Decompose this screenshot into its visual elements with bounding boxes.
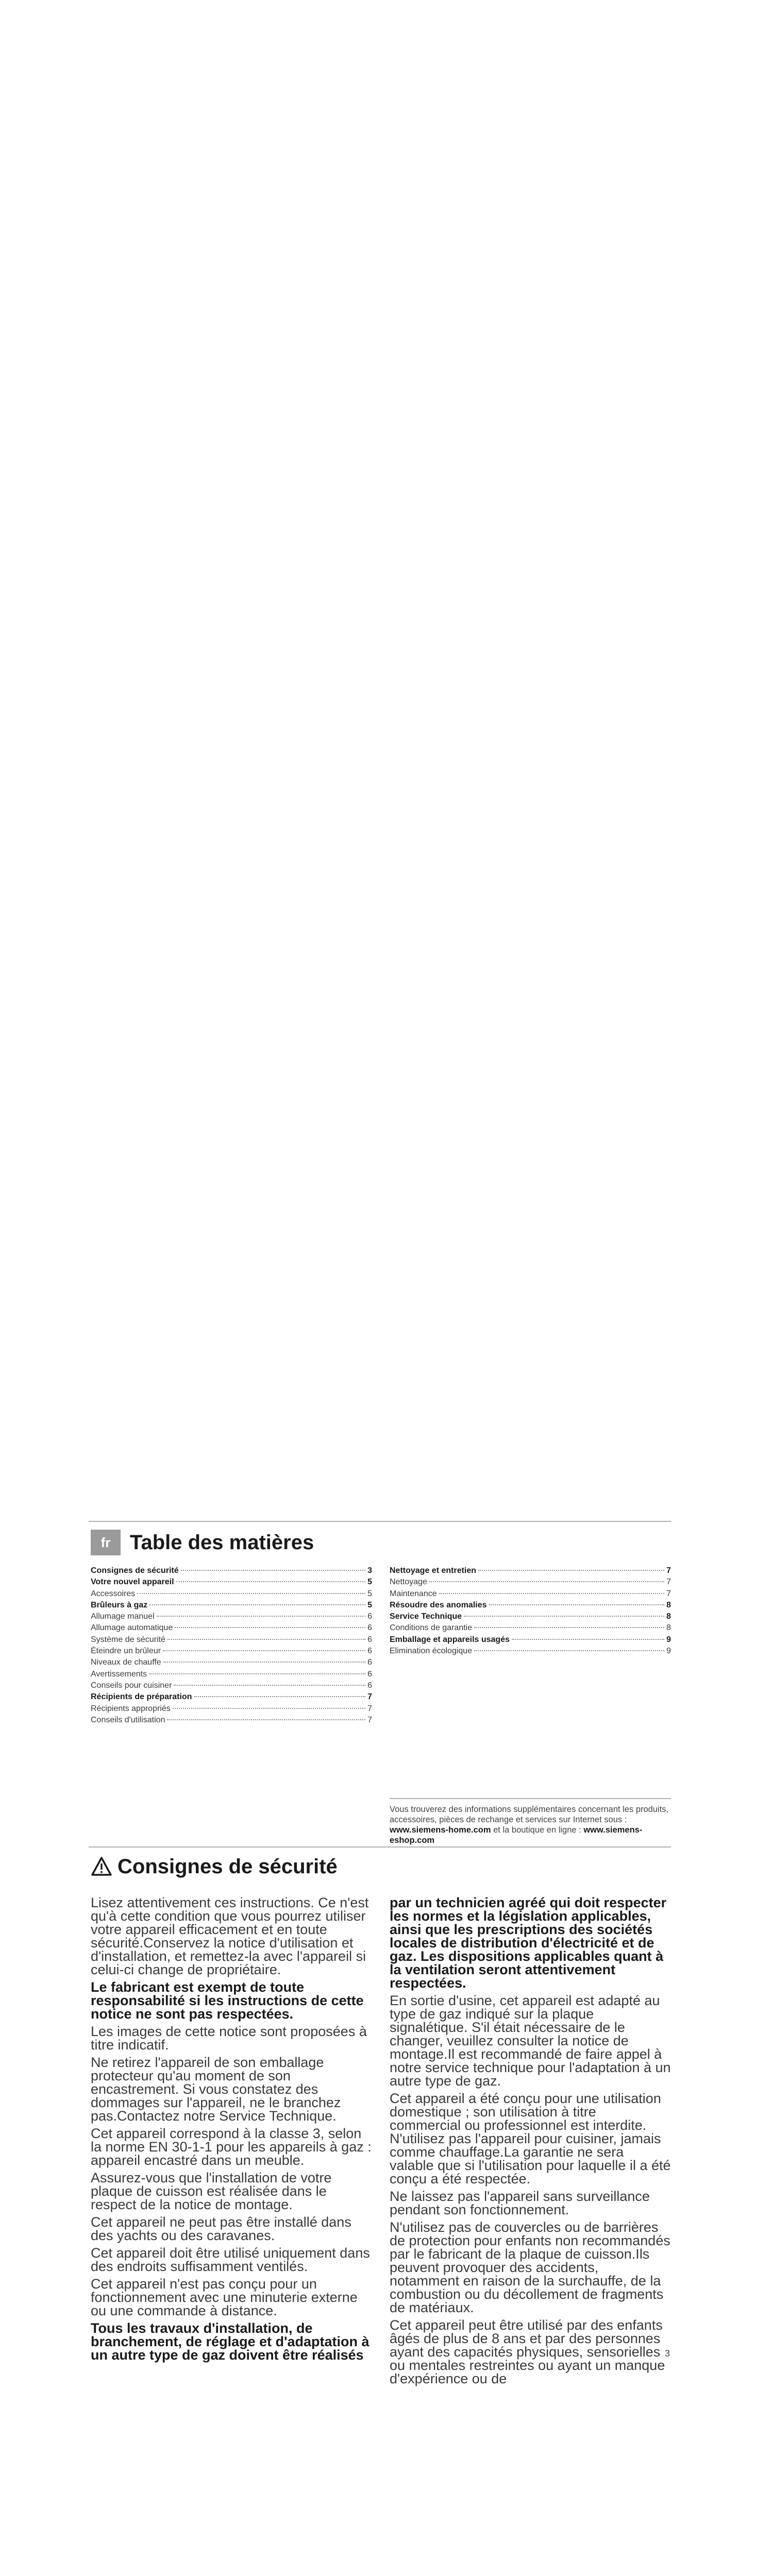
- toc-entry-label: Conditions de garantie: [390, 1623, 473, 1633]
- toc-entry-label: Emballage et appareils usagés: [390, 1635, 510, 1644]
- toc-entry[interactable]: [390, 1635, 671, 1647]
- toc-entry-label: Allumage manuel: [91, 1612, 155, 1621]
- safety-paragraph: Cet appareil doit être utilisé uniquement dans des endroits suffisamment ventilés.: [91, 2245, 370, 2274]
- toc-entry-label: Conseils pour cuisiner: [91, 1681, 172, 1690]
- toc-entry-page: 8: [666, 1612, 671, 1621]
- toc-entry[interactable]: [91, 1566, 372, 1578]
- toc-entry-label: Consignes de sécurité: [91, 1566, 179, 1575]
- safety-right-column: [390, 1896, 671, 2389]
- toc-entry[interactable]: [91, 1601, 372, 1612]
- toc-leader-dots: [173, 1708, 365, 1709]
- toc-entry-page: 7: [666, 1566, 671, 1575]
- toc-leader-dots: [512, 1639, 664, 1640]
- safety-header: [91, 1853, 338, 1880]
- safety-paragraph: Cet appareil ne peut pas être installé dans des yachts ou des caravanes.: [91, 2214, 351, 2243]
- toc-entry-label: Votre nouvel appareil: [91, 1578, 174, 1587]
- toc-leader-dots: [157, 1616, 365, 1617]
- toc-leader-dots: [474, 1627, 664, 1628]
- toc-leader-dots: [137, 1593, 365, 1594]
- toc-entry-label: Brûleurs à gaz: [91, 1600, 148, 1609]
- toc-leader-dots: [181, 1570, 365, 1571]
- note-text-1: Vous trouverez des informations supplémentaires concernant les produits, accessoires, pièces de rechange et services sur Internet sous :: [390, 1805, 669, 1824]
- toc-entry-label: Résoudre des anomalies: [390, 1600, 487, 1609]
- toc-entry-label: Récipients appropriés: [91, 1704, 171, 1713]
- toc-entry[interactable]: [91, 1716, 372, 1727]
- page-number: 3: [664, 2348, 670, 2359]
- toc-entry[interactable]: [390, 1612, 671, 1623]
- toc-leader-dots: [429, 1581, 664, 1582]
- toc-entry-page: 7: [367, 1704, 372, 1713]
- toc-entry-page: 8: [666, 1623, 671, 1633]
- toc-entry-page: 8: [666, 1600, 671, 1609]
- toc-entry[interactable]: [91, 1623, 372, 1635]
- toc-entry-label: Conseils d'utilisation: [91, 1715, 165, 1724]
- note-link-siemens-eshop[interactable]: www.siemens-eshop.com: [390, 1825, 643, 1845]
- toc-leader-dots: [174, 1685, 365, 1686]
- toc-entry-page: 6: [367, 1669, 372, 1679]
- toc-leader-dots: [194, 1696, 366, 1697]
- toc-entry-label: Système de sécurité: [91, 1635, 165, 1644]
- toc-leader-dots: [149, 1673, 365, 1674]
- toc-leader-dots: [478, 1570, 664, 1571]
- toc-entry-page: 5: [367, 1600, 372, 1609]
- safety-paragraph: Tous les travaux d'installation, de branchement, de réglage et d'adaptation à un autre type de gaz doivent être réalisés: [91, 2320, 369, 2363]
- toc-leader-dots: [163, 1650, 365, 1651]
- toc-entry[interactable]: [91, 1692, 372, 1704]
- note-link-siemens-home[interactable]: www.siemens-home.com: [390, 1825, 491, 1835]
- toc-entry-label: Nettoyage: [390, 1578, 427, 1587]
- toc-leader-dots: [167, 1639, 365, 1640]
- safety-paragraph: Ne retirez l'appareil de son emballage protecteur qu'au moment de son encastrement. Si vous constatez des dommages sur l'appareil, ne le branchez pas.Contactez notre Service Technique.: [91, 2055, 341, 2124]
- online-info-note: [390, 1804, 671, 1845]
- note-rule: [390, 1798, 671, 1799]
- safety-paragraph: Cet appareil a été conçu pour une utilisation domestique ; son utilisation à titre commercial ou professionnel est interdite. N'utilisez pas l'appareil pour cuisiner, jamais comme chauffage.La garantie ne sera valable que si l'utilisation pour laquelle il a été conçu a été respectée.: [390, 2091, 671, 2187]
- section-top-rule: [89, 1846, 671, 1848]
- toc-entry-label: Niveaux de chauffe: [91, 1658, 161, 1667]
- toc-entry-page: 7: [367, 1692, 372, 1702]
- safety-paragraph: par un technicien agréé qui doit respecter les normes et la législation applicables, ainsi que les prescriptions des sociétés locales de distribution d'électricité et de gaz. Les dispositions applicables quant à la ventilation seront attentivement respectées.: [390, 1895, 667, 1991]
- note-text-2: et la boutique en ligne :: [491, 1825, 584, 1835]
- toc-header: [91, 1529, 314, 1556]
- toc-leader-dots: [167, 1719, 365, 1720]
- toc-leader-dots: [464, 1616, 664, 1617]
- toc-entry-label: Elimination écologique: [390, 1647, 473, 1656]
- toc-entry-page: 5: [367, 1589, 372, 1598]
- toc-entry-label: Accessoires: [91, 1589, 136, 1598]
- toc-entry-label: Maintenance: [390, 1589, 437, 1598]
- safety-title: Consignes de sécurité: [117, 1855, 338, 1878]
- safety-paragraph: Assurez-vous que l'installation de votre plaque de cuisson est réalisée dans le respect de la notice de montage.: [91, 2170, 332, 2212]
- warning-triangle-icon: [91, 1856, 112, 1877]
- safety-paragraph: N'utilisez pas de couvercles ou de barrières de protection pour enfants non recommandés par le fabricant de la plaque de cuisson.Ils peuvent provoquer des accidents, notamment en raison de la surchauffe, de la combustion ou du décollement de fragments de matériaux.: [390, 2219, 670, 2315]
- toc-entry-page: 6: [367, 1612, 372, 1621]
- toc-leader-dots: [175, 1627, 365, 1628]
- toc-title: Table des matières: [130, 1531, 314, 1554]
- safety-paragraph: Lisez attentivement ces instructions. Ce n'est qu'à cette condition que vous pourrez utiliser votre appareil efficacement et en toute sécurité.Conservez la notice d'utilisation et d'installation, et remettez-la avec l'appareil si celui-ci change de propriétaire.: [91, 1895, 369, 1977]
- safety-paragraph: Les images de cette notice sont proposées à titre indicatif.: [91, 2024, 367, 2053]
- toc-entry[interactable]: [390, 1647, 671, 1658]
- toc-entry-page: 9: [666, 1647, 671, 1656]
- safety-paragraph: En sortie d'usine, cet appareil est adapté au type de gaz indiqué sur la plaque signalétique. S'il était nécessaire de le changer, veuillez consulter la notice de montage.Il est recommandé de faire appel à notre service technique pour l'adaptation à un autre type de gaz.: [390, 1993, 671, 2089]
- toc-leader-dots: [163, 1662, 365, 1663]
- toc-leader-dots: [489, 1604, 665, 1605]
- toc-entry[interactable]: [91, 1612, 372, 1623]
- toc-entry-page: 6: [367, 1658, 372, 1667]
- toc-leader-dots: [149, 1604, 365, 1605]
- toc-entry-page: 6: [367, 1635, 372, 1644]
- safety-paragraph: Le fabricant est exempt de toute responsabilité si les instructions de cette notice ne sont pas respectées.: [91, 1979, 364, 2022]
- toc-entry-label: Récipients de préparation: [91, 1692, 192, 1702]
- toc-leader-dots: [474, 1650, 664, 1651]
- safety-paragraph: Cet appareil n'est pas conçu pour un fonctionnement avec une minuterie externe ou une commande à distance.: [91, 2276, 358, 2318]
- toc-top-rule: [89, 1521, 671, 1522]
- toc-entry-page: 9: [666, 1635, 671, 1644]
- toc-entry-page: 5: [367, 1578, 372, 1587]
- toc-entry-page: 6: [367, 1647, 372, 1656]
- toc-entry[interactable]: [91, 1578, 372, 1589]
- language-badge: fr: [91, 1530, 121, 1555]
- safety-paragraph: Cet appareil peut être utilisé par des enfants âgés de plus de 8 ans et par des personnes ayant des capacités physiques, sensorielles ou mentales restreintes ou ayant un manque d'expérience ou de: [390, 2317, 665, 2386]
- toc-entry-label: Éteindre un brûleur: [91, 1647, 161, 1656]
- toc-entry-label: Service Technique: [390, 1612, 462, 1621]
- toc-right-column: [390, 1566, 671, 1658]
- toc-entry-page: 3: [367, 1566, 372, 1575]
- toc-entry-page: 7: [666, 1578, 671, 1587]
- toc-entry[interactable]: [390, 1566, 671, 1578]
- toc-entry[interactable]: [91, 1635, 372, 1647]
- toc-entry[interactable]: [91, 1670, 372, 1681]
- toc-entry[interactable]: [91, 1681, 372, 1692]
- toc-entry-label: Avertissements: [91, 1669, 147, 1679]
- toc-entry[interactable]: [91, 1589, 372, 1601]
- toc-entry-page: 6: [367, 1681, 372, 1690]
- toc-entry[interactable]: [390, 1589, 671, 1601]
- safety-paragraph: Ne laissez pas l'appareil sans surveillance pendant son fonctionnement.: [390, 2189, 650, 2217]
- toc-entry[interactable]: [390, 1601, 671, 1612]
- safety-left-column: [91, 1896, 372, 2366]
- toc-entry[interactable]: [390, 1623, 671, 1635]
- toc-entry-page: 7: [666, 1589, 671, 1598]
- toc-left-column: [91, 1566, 372, 1727]
- toc-entry-label: Nettoyage et entretien: [390, 1566, 477, 1575]
- toc-leader-dots: [176, 1581, 366, 1582]
- toc-leader-dots: [439, 1593, 664, 1594]
- toc-entry-page: 7: [367, 1715, 372, 1724]
- safety-paragraph: Cet appareil correspond à la classe 3, selon la norme EN 30-1-1 pour les appareils à gaz : appareil encastré dans un meuble.: [91, 2126, 372, 2168]
- toc-entry[interactable]: [91, 1647, 372, 1658]
- toc-entry-page: 6: [367, 1623, 372, 1633]
- toc-entry-label: Allumage automatique: [91, 1623, 173, 1633]
- toc-entry[interactable]: [91, 1704, 372, 1716]
- toc-entry[interactable]: [390, 1578, 671, 1589]
- toc-entry[interactable]: [91, 1658, 372, 1669]
